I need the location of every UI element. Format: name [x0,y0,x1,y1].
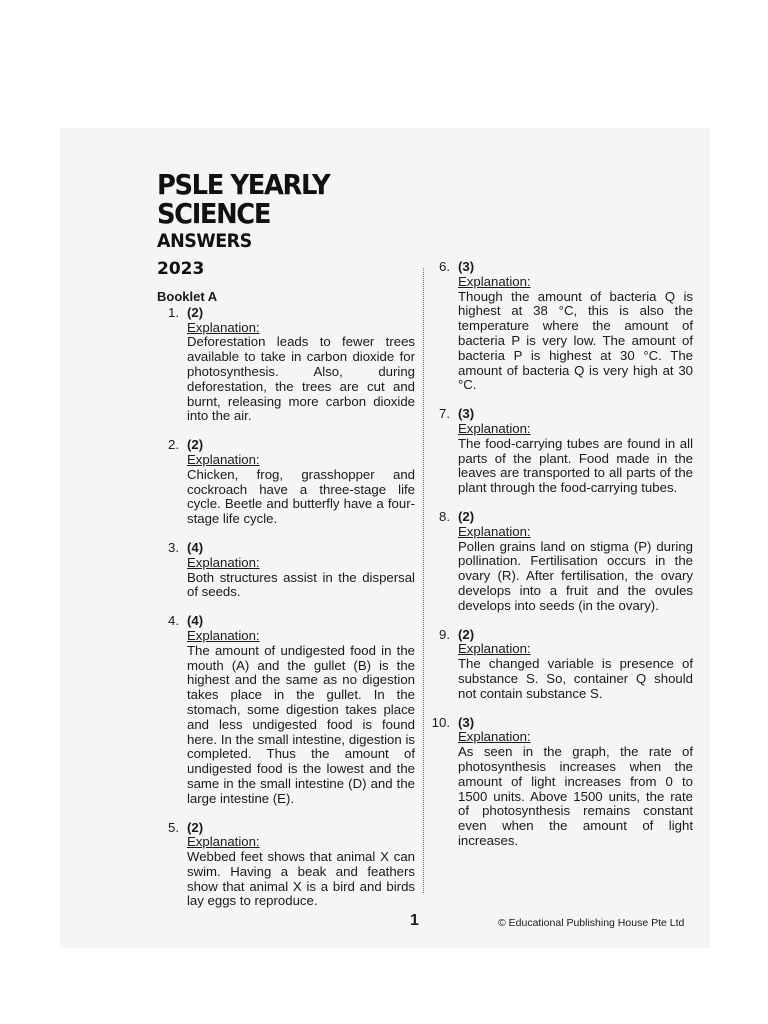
explanation-text: Pollen grains land on stigma (P) during pollination. Fertilisation occurs in the ovary (R). After fertilisation, the ovary develops into a fruit and the ovules develops into seeds (in the ovary). [458,538,693,613]
answer-number: 7. [439,406,450,422]
explanation-label: Explanation: [458,729,531,745]
page-title [157,170,329,254]
title-line-3: ANSWERS [157,230,252,252]
answer-choice: (2) [187,437,204,453]
explanation-text: The changed variable is presence of substance S. So, container Q should not contain substance S. [458,656,693,701]
answer-number: 8. [439,508,450,524]
answer-item [157,541,415,600]
explanation-label: Explanation: [187,319,260,335]
answer-item [157,614,415,806]
answer-choice: (2) [458,626,475,642]
answer-number: 5. [168,819,179,835]
left-column [157,290,415,909]
answer-choice: (2) [187,819,204,835]
answer-choice: (4) [187,539,204,555]
answer-number: 4. [168,613,179,629]
explanation-text: The amount of undigested food in the mouth (A) and the gullet (B) is the highest and the same as no digestion takes place in the gullet. In the stomach, some digestion takes place and less undigested food is found here. In the small intestine, digestion is completed. Thus the amount of undigested food is the lowest and the same in the small intestine (D) and the large intestine (E). [187,642,415,806]
answer-number: 2. [168,437,179,453]
answer-choice: (3) [458,406,475,422]
answer-choice: (4) [187,613,204,629]
answer-number: 1. [168,304,179,320]
explanation-label: Explanation: [187,451,260,467]
title-line-1: PSLE YEARLY [157,168,330,201]
answer-item [428,716,693,849]
answer-item [157,821,415,910]
explanation-label: Explanation: [458,273,531,289]
explanation-text: Deforestation leads to fewer trees available to take in carbon dioxide for photosynthesis. Also, during deforestation, the trees are cut and burnt, releasing more carbon dioxide into the air. [187,334,415,424]
explanation-text: Chicken, frog, grasshopper and cockroach have a three-stage life cycle. Beetle and butterfly have a four-stage life cycle. [187,466,415,527]
title-line-2: SCIENCE [157,197,271,230]
explanation-text: The food-carrying tubes are found in all parts of the plant. Food made in the leaves are transported to all parts of the plant through the food-carrying tubes. [458,435,693,496]
explanation-label: Explanation: [187,627,260,643]
answer-item [157,306,415,424]
copyright-notice: © Educational Publishing House Pte Ltd [498,917,685,929]
answer-choice: (3) [458,714,475,730]
explanation-label: Explanation: [458,523,531,539]
explanation-label: Explanation: [458,420,531,436]
answer-number: 9. [439,626,450,642]
answer-item [428,407,693,496]
answer-choice: (2) [187,304,204,320]
answer-choice: (3) [458,259,475,274]
explanation-text: As seen in the graph, the rate of photosynthesis increases when the amount of light increases from 0 to 1500 units. Above 1500 units, the rate of photosynthesis remains constant even when the amount of light increases. [458,744,693,848]
answer-item [428,510,693,614]
booklet-label: Booklet A [157,289,218,304]
column-divider [423,268,424,893]
answer-item [157,438,415,527]
answer-number: 10. [431,714,450,730]
answer-choice: (2) [458,508,475,524]
explanation-text: Both structures assist in the dispersal of seeds. [187,569,415,600]
answer-item [428,260,693,393]
page-number: 1 [410,912,419,929]
explanation-label: Explanation: [187,834,260,850]
answer-item [428,628,693,702]
explanation-text: Webbed feet shows that animal X can swim. Having a beak and feathers show that animal X is a bird and birds lay eggs to reproduce. [187,849,415,909]
right-column [428,260,693,849]
explanation-text: Though the amount of bacteria Q is highest at 38 °C, this is also the temperature where the amount of bacteria P is very low. The amount of bacteria P is highest at 30 °C. The amount of bacteria Q is very high at 30 °C. [458,288,693,393]
answer-number: 6. [439,259,450,274]
explanation-label: Explanation: [458,641,531,657]
year-heading: 2023 [157,259,205,279]
answer-number: 3. [168,539,179,555]
explanation-label: Explanation: [187,554,260,570]
